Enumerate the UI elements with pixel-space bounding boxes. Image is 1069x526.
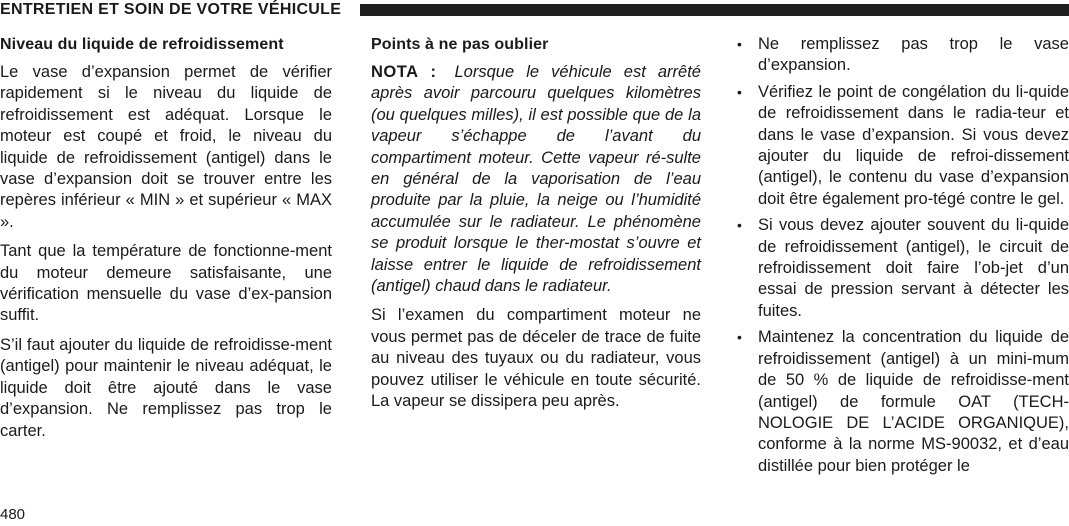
nota-block [371,62,701,297]
nota-label: NOTA : [371,63,437,81]
engine-inspection-paragraph: Si l’examen du compartiment moteur ne vous permet pas de déceler de trace de fuite au niveau des tuyaux ou du radiateur, vous pouvez utiliser le véhicule en toute sécurité. La vapeur se dissipera peu après. [371,306,701,411]
nota-text: Lorsque le véhicule est arrêté après avoir parcouru quelques kilomètres (ou quelques milles), il est possible que de la vapeur s’échappe de l’avant du compartiment moteur. Cette vapeur ré-sulte en général de la vaporisation de l’eau produite par la pluie, la neige ou l’humidité accumulée sur le radiateur. Le phénomène se produit lorsque le ther-mostat s’ouvre et laisse entrer le liquide de refroidissement (antigel) chaud dans le radiateur. [371,63,701,296]
bullet-icon: • [737,217,742,234]
coolant-level-paragraph-3: S’il faut ajouter du liquide de refroidisse-ment (antigel) pour maintenir le niveau adéquat, le liquide doit être ajouté dans le vase d’expansion. Ne remplissez pas trop le carter. [0,335,332,440]
bullet-icon: • [737,329,742,346]
list-item-text: Vérifiez le point de congélation du li-quide de refroidissement dans le radia-teur et dans le vase d’expansion. Si vous devez ajouter du liquide de refroi-dissement (antigel), le contenu du vase d’expansion doit être également pro-tégé contre le gel. [758,82,1069,208]
coolant-level-paragraph-2: Tant que la température de fonctionne-ment du moteur demeure satisfaisante, une vérification mensuelle du vase d’ex-pansion suffit. [0,242,332,325]
column-points-to-remember [371,34,701,421]
bullet-icon: • [737,36,742,52]
points-heading: Points à ne pas oublier [371,36,549,53]
list-item-text: Ne remplissez pas trop le vase d’expansion. [758,35,1069,75]
coolant-level-heading: Niveau du liquide de refroidissement [0,36,284,53]
maintenance-bullet-list [737,34,1069,477]
bullet-icon: • [737,83,742,100]
section-title: ENTRETIEN ET SOIN DE VOTRE VÉHICULE [0,1,342,18]
column-coolant-level [0,34,332,450]
list-item [737,327,1069,477]
list-item [737,215,1069,322]
list-item-text: Si vous devez ajouter souvent du li-quide de refroidissement (antigel), le circuit de refroidissement doit faire l’ob-jet d’un essai de pression servant à détecter les fuites. [758,216,1069,320]
list-item [737,82,1069,210]
coolant-level-paragraph-1: Le vase d’expansion permet de vérifier rapidement si le niveau du liquide de refroidissement est adéquat. Lorsque le moteur est coupé et froid, le niveau du liquide de refroidissement (antigel) dans le vase d’expansion doit se trouver entre les repères inférieur « MIN » et supérieur « MAX ». [0,63,332,231]
column-bullet-list [737,34,1069,482]
list-item-text: Maintenez la concentration du liquide de refroidissement (antigel) à un mini-mum de 50 % de liquide de refroidisse-ment (antigel) de formule OAT (TECH-NOLOGIE DE L’ACIDE ORGANIQUE), conforme à la norme MS-90032, et d’eau distillée pour bien protéger le [758,328,1069,475]
list-item [737,34,1069,77]
page-header [0,0,1069,20]
page-number: 480 [0,506,26,523]
header-rule [360,4,1069,16]
